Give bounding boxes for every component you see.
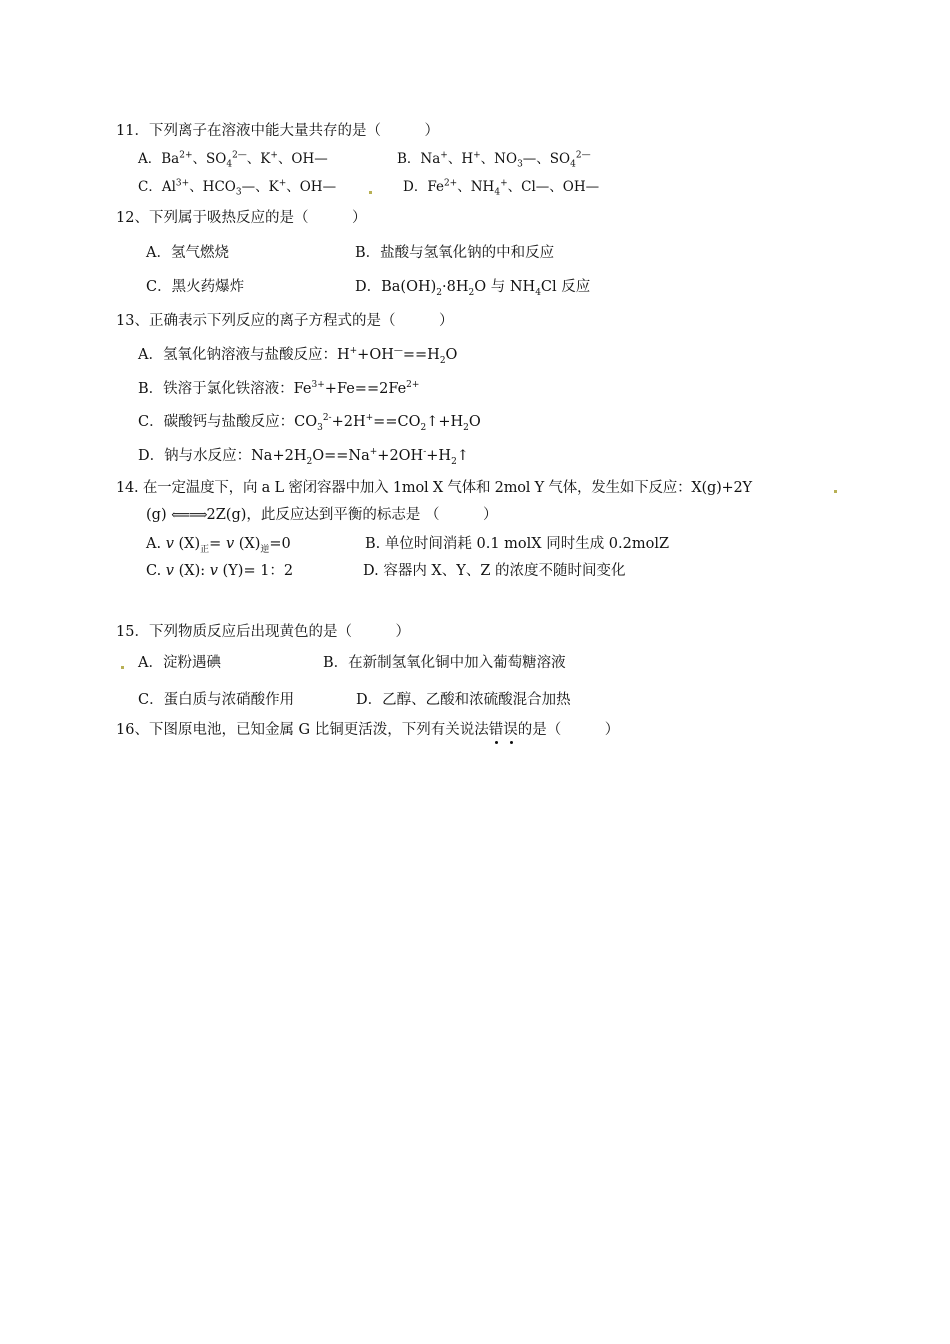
emphasis-char: 误 <box>503 722 518 738</box>
q16-stem: 16、下图原电池，已知金属 G 比铜更活泼，下列有关说法错误的是（ ） <box>116 722 620 738</box>
q11-stem: 11．下列离子在溶液中能大量共存的是（ ） <box>116 123 439 139</box>
q12-option-a: A．氢气燃烧 <box>146 245 229 261</box>
equilibrium-arrow: ⟸⟹ <box>171 508 207 523</box>
q14-stem-line1: 14. 在一定温度下，向 a L 密闭容器中加入 1mol X 气体和 2mol Y 气体，发生如下反应：X(g)+2Y <box>116 480 752 496</box>
q11-option-a: A．$Ba^{2+}$、$SO_4^{2—}$、K+、OH— <box>138 150 328 170</box>
q11-option-b: B．Na+、H+、$NO_3—$、$SO_4^{2—}$ <box>397 150 591 170</box>
q15-option-c: C．蛋白质与浓硝酸作用 <box>138 692 295 708</box>
q14-option-b: B. 单位时间消耗 0.1 molX 同时生成 0.2molZ <box>365 536 670 552</box>
stray-dot <box>121 666 124 669</box>
q12-option-c: C．黑火药爆炸 <box>146 279 245 295</box>
q14-stem-line2: (g) ⟸⟹2Z(g)，此反应达到平衡的标志是 （ ） <box>146 505 498 526</box>
q13-stem: 13、正确表示下列反应的离子方程式的是（ ） <box>116 313 454 329</box>
q14-option-a: A. v $(X)_正= v$ $(X)_逆=0$ <box>146 536 291 555</box>
q14-option-d: D. 容器内 X、Y、Z 的浓度不随时间变化 <box>363 563 626 579</box>
q13-option-a: A．氢氧化钠溶液与盐酸反应：$H^++OH^—==H_2O$ <box>138 346 458 366</box>
q12-option-b: B．盐酸与氢氧化钠的中和反应 <box>355 245 555 261</box>
emphasis-char: 错 <box>488 722 504 738</box>
stray-dot <box>369 191 372 194</box>
q12-stem: 12、下列属于吸热反应的是（ ） <box>116 210 367 226</box>
q13-option-d: D．钠与水反应：$Na+2H_2O==Na^++2OH^-+H_2↑$ <box>138 447 469 467</box>
q13-option-c: C．碳酸钙与盐酸反应：$CO_3^{2-}+2H^+==CO_2↑+H_2O$ <box>138 413 481 433</box>
q11-option-c: C．$Al^{3+}$、$HCO_3—$、K+、OH— <box>138 178 337 198</box>
stray-dot <box>834 490 837 493</box>
q11-option-d: D．$Fe^{2+}$、$NH_4^+$、Cl—、OH— <box>403 178 600 198</box>
q15-option-a: A．淀粉遇碘 <box>138 655 221 671</box>
q12-option-d: D．$Ba(OH)_2\cdot 8H_2O$ 与 $NH_4Cl$ 反应 <box>355 279 591 298</box>
q14-option-c: C. v (X): v (Y)= 1：2 <box>146 563 294 579</box>
q13-option-b: B．铁溶于氯化铁溶液：$Fe^{3+}+Fe==2Fe^{2+}$ <box>138 380 420 397</box>
q15-option-d: D．乙醇、乙酸和浓硫酸混合加热 <box>356 692 571 708</box>
q15-option-b: B．在新制氢氧化铜中加入葡萄糖溶液 <box>323 655 566 671</box>
q15-stem: 15．下列物质反应后出现黄色的是（ ） <box>116 624 410 640</box>
